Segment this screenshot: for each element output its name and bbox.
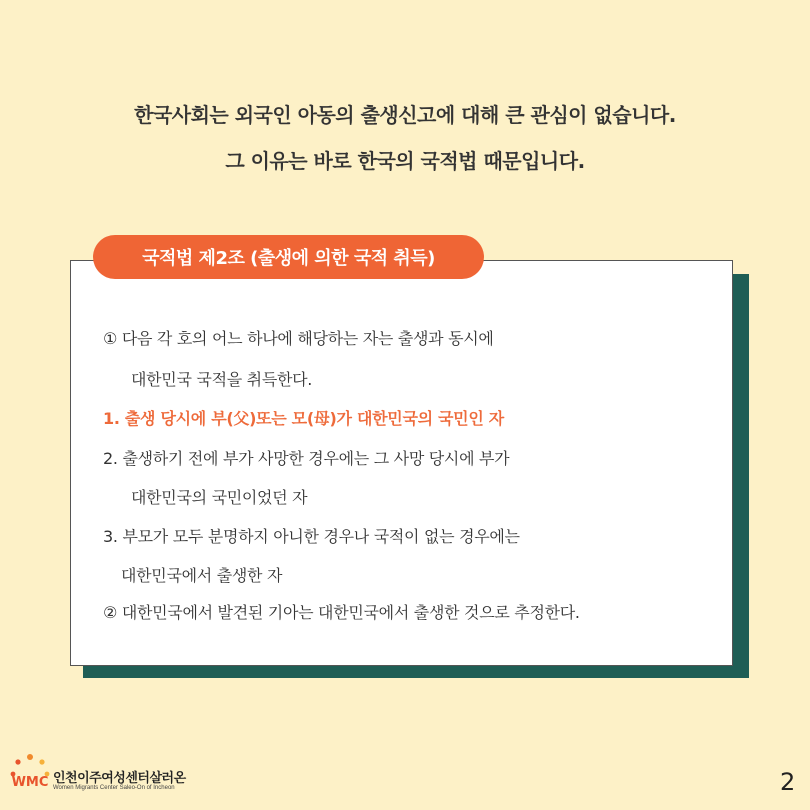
- org-name: 인천이주여성센터살러온: [53, 771, 186, 786]
- law-item-3-cont: 대한민국에서 출생한 자: [121, 566, 283, 585]
- law-item-2-cont: 대한민국의 국민이었던 자: [131, 488, 308, 507]
- law-clause-1-cont: 대한민국 국적을 취득한다.: [131, 370, 313, 389]
- law-item-2: 2. 출생하기 전에 부가 사망한 경우에는 그 사망 당시에 부가: [103, 449, 510, 468]
- org-logo-icon: [9, 752, 51, 800]
- intro-text: [0, 92, 810, 184]
- intro-line-2: 그 이유는 바로 한국의 국적법 때문입니다.: [225, 149, 585, 173]
- law-clause-1: ① 다음 각 호의 어느 하나에 해당하는 자는 출생과 동시에: [103, 329, 494, 348]
- law-item-1-highlight: 1. 출생 당시에 부(父)또는 모(母)가 대한민국의 국민인 자: [103, 409, 504, 428]
- law-clause-2: ② 대한민국에서 발견된 기아는 대한민국에서 출생한 것으로 추정한다.: [103, 603, 580, 622]
- org-subtitle: Women Migrants Center Saleo-On of Incheon: [53, 785, 175, 791]
- law-title-tag: [93, 235, 484, 279]
- org-logo-letters: WMC: [11, 775, 49, 790]
- law-item-3: 3. 부모가 모두 분명하지 아니한 경우나 국적이 없는 경우에는: [103, 527, 520, 546]
- page-number: 2: [780, 768, 796, 796]
- intro-line-1: 한국사회는 외국인 아동의 출생신고에 대해 큰 관심이 없습니다.: [134, 103, 676, 127]
- law-title-label: 국적법 제2조 (출생에 의한 국적 취득): [142, 248, 435, 269]
